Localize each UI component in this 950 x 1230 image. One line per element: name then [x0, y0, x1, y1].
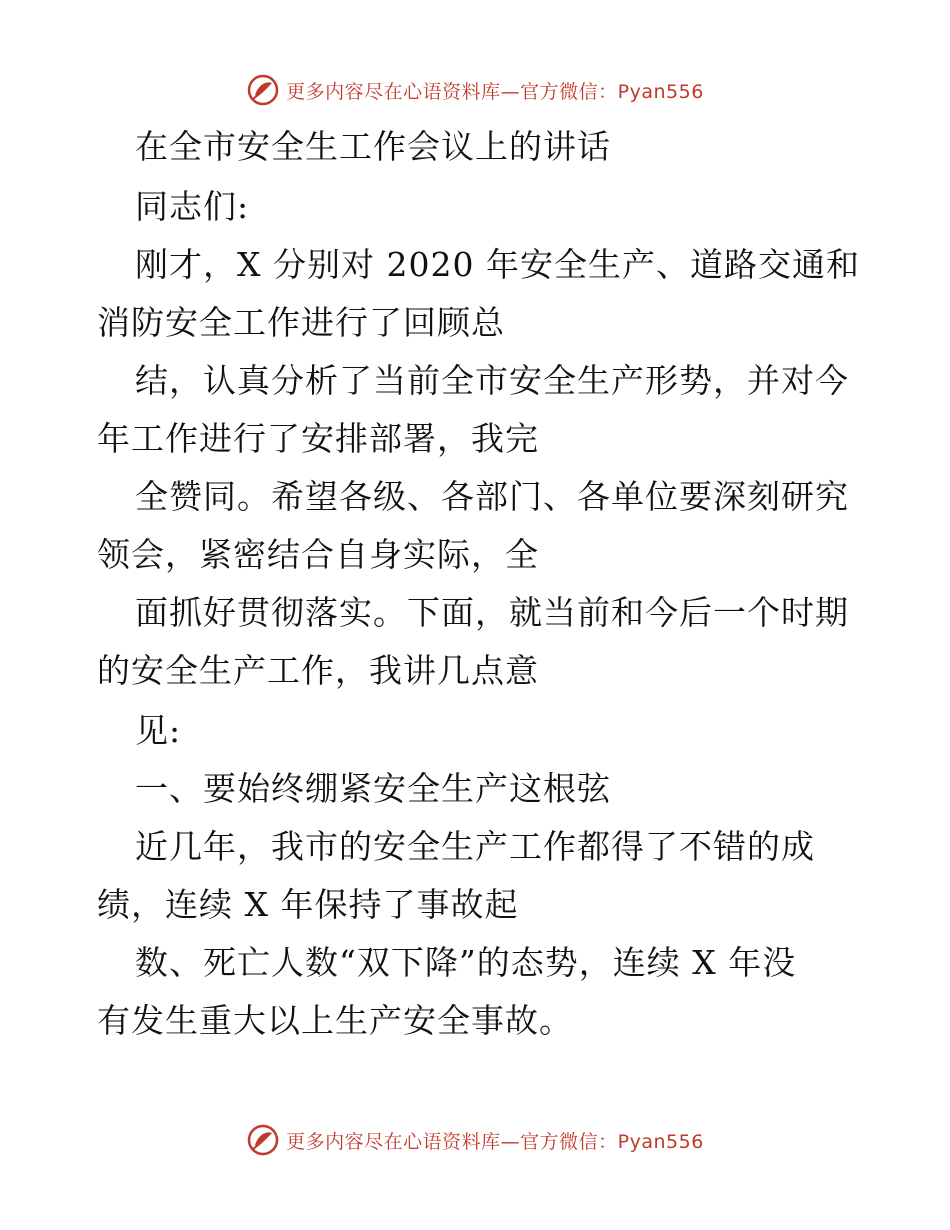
paragraph-line: 消防安全工作进行了回顾总	[97, 303, 505, 342]
paragraph-line: 见:	[135, 711, 182, 750]
salutation: 同志们:	[135, 187, 250, 226]
paragraph-line: 有发生重大以上生产安全事故。	[97, 1001, 573, 1040]
pen-logo-icon	[246, 1123, 280, 1157]
footer-watermark-banner	[0, 1120, 950, 1160]
paragraph-line: 的安全生产工作，我讲几点意	[97, 651, 539, 690]
paragraph-line: 刚才，X 分别对 2020 年安全生产、道路交通和	[135, 245, 860, 284]
header-watermark-banner	[0, 70, 950, 110]
paragraph-line: 近几年，我市的安全生产工作都得了不错的成	[135, 827, 815, 866]
paragraph-line: 结，认真分析了当前全市安全生产形势，并对今	[135, 361, 849, 400]
pen-logo-icon	[246, 73, 280, 107]
paragraph-line: 数、死亡人数“双下降”的态势，连续 X 年没	[135, 943, 797, 982]
footer-watermark-text: 更多内容尽在心语资料库—官方微信：Pyan556	[286, 1130, 704, 1153]
header-watermark-text: 更多内容尽在心语资料库—官方微信：Pyan556	[286, 80, 704, 103]
paragraph-line: 绩，连续 X 年保持了事故起	[97, 885, 519, 924]
section-heading: 一、要始终绷紧安全生产这根弦	[135, 769, 611, 808]
paragraph-line: 全赞同。希望各级、各部门、各单位要深刻研究	[135, 477, 849, 516]
paragraph-line: 领会，紧密结合自身实际，全	[97, 535, 539, 574]
document-title: 在全市安全生工作会议上的讲话	[135, 127, 611, 166]
paragraph-line: 年工作进行了安排部署，我完	[97, 419, 539, 458]
paragraph-line: 面抓好贯彻落实。下面，就当前和今后一个时期	[135, 593, 849, 632]
